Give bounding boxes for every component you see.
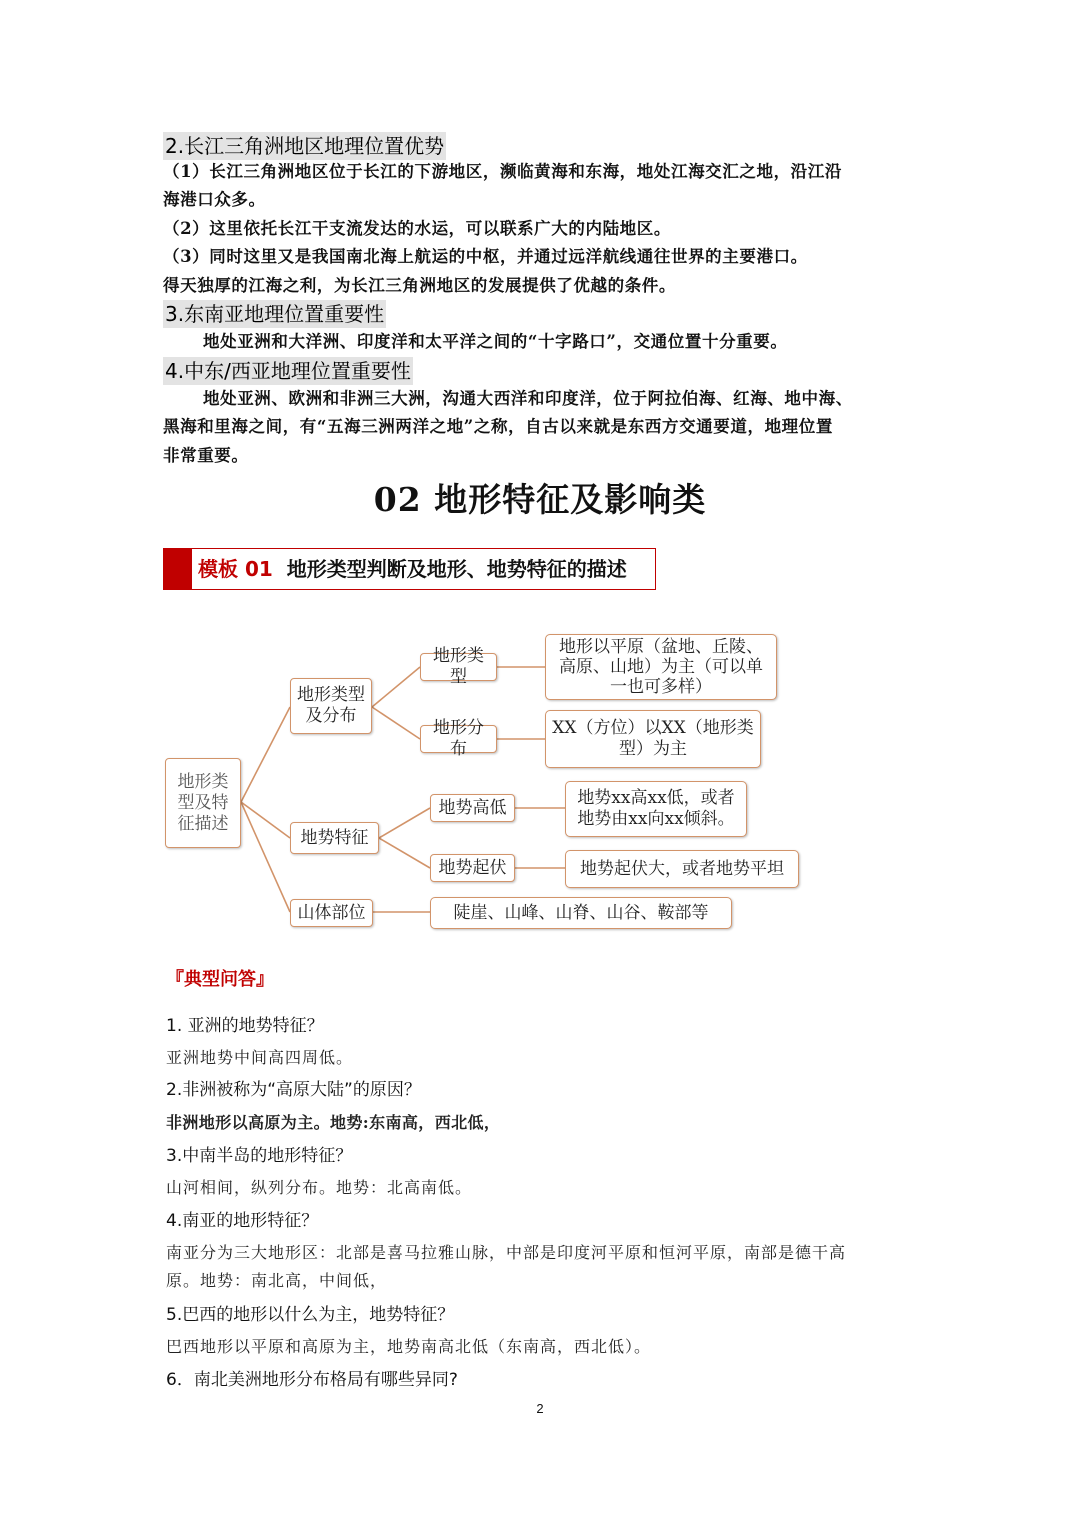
qa-heading: 『典型问答』: [166, 969, 274, 990]
mindmap-leaf-landform-type: 地形以平原（盆地、丘陵、 高原、山地）为主（可以单 一也可多样）: [545, 634, 777, 700]
section-heading: 4.中东/西亚地理位置重要性: [165, 359, 411, 383]
mindmap-leaf-elevation: 地势xx高xx低，或者 地势由xx向xx倾斜。: [565, 781, 747, 837]
banner-title: 地形类型判断及地形、地势特征的描述: [286, 557, 627, 581]
paragraph-line: 海港口众多。: [163, 190, 266, 209]
banner-tag: 模板 01: [198, 557, 273, 581]
question-item: 3.中南半岛的地形特征？: [166, 1146, 353, 1166]
connector-line: [241, 707, 290, 802]
paragraph-line: （1）长江三角洲地区位于长江的下游地区，濒临黄海和东海，地处江海交汇之地，沿江沿: [163, 162, 842, 181]
mindmap-leaf-mountain-parts: 陡崖、山峰、山脊、山谷、鞍部等: [430, 897, 732, 929]
question-item: 2.非洲被称为“高原大陆”的原因？: [166, 1080, 421, 1100]
mindmap-sub-landform-type: 地形类型: [420, 653, 497, 681]
mindmap-root-node: 地形类 型及特 征描述: [165, 758, 241, 848]
connector-line: [379, 808, 430, 838]
question-item: 1. 亚洲的地势特征？: [166, 1016, 324, 1036]
connector-line: [372, 667, 420, 707]
answer-line: 巴西地形以平原和高原为主，地势南高北低（东南高，西北低）。: [166, 1337, 652, 1356]
question-item: 4.南亚的地形特征？: [166, 1211, 319, 1231]
paragraph-line: 地处亚洲和大洋洲、印度洋和太平洋之间的“十字路口”，交通位置十分重要。: [203, 332, 788, 351]
page-number: 2: [536, 1401, 544, 1416]
question-item: 6．南北美洲地形分布格局有哪些异同?: [166, 1370, 458, 1390]
mindmap-branch-mountain-parts: 山体部位: [290, 899, 373, 927]
mindmap-leaf-landform-distribution: XX（方位）以XX（地形类 型）为主: [545, 710, 761, 768]
mindmap-sub-relief: 地势起伏: [430, 854, 515, 882]
paragraph-line: （3）同时这里又是我国南北海上航运的中枢，并通过远洋航线通往世界的主要港口。: [163, 247, 808, 266]
connector-line: [379, 838, 430, 868]
paragraph-line: 非常重要。: [163, 446, 249, 465]
paragraph-line: 地处亚洲、欧洲和非洲三大洲，沟通大西洋和印度洋，位于阿拉伯海、红海、地中海、: [203, 389, 853, 408]
answer-line: 山河相间，纵列分布。地势：北高南低。: [166, 1178, 473, 1197]
paragraph-line: （2）这里依托长江干支流发达的水运，可以联系广大的内陆地区。: [163, 219, 671, 238]
mindmap-sub-landform-distribution: 地形分布: [420, 725, 497, 753]
answer-line: 亚洲地势中间高四周低。: [166, 1048, 354, 1067]
connector-line: [241, 802, 290, 912]
answer-line: 非洲地形以高原为主。地势:东南高，西北低，: [166, 1113, 501, 1132]
answer-line: 原。地势：南北高，中间低，: [166, 1271, 388, 1290]
mindmap-leaf-relief: 地势起伏大，或者地势平坦: [565, 850, 799, 888]
mindmap-sub-elevation: 地势高低: [430, 794, 515, 822]
answer-line: 南亚分为三大地形区：北部是喜马拉雅山脉，中部是印度河平原和恒河平原，南部是德干高: [166, 1243, 847, 1262]
mindmap-branch-terrain-features: 地势特征: [290, 822, 379, 854]
connector-line: [372, 707, 420, 739]
question-item: 5.巴西的地形以什么为主，地势特征？: [166, 1305, 455, 1325]
section-heading: 2.长江三角洲地区地理位置优势: [165, 134, 445, 158]
mindmap-branch-type-distribution: 地形类型 及分布: [290, 678, 372, 734]
section-heading: 3.东南亚地理位置重要性: [165, 302, 385, 326]
paragraph-line: 黑海和里海之间，有“五海三洲两洋之地”之称，自古以来就是东西方交通要道，地理位置: [163, 417, 833, 436]
paragraph-line: 得天独厚的江海之利，为长江三角洲地区的发展提供了优越的条件。: [163, 276, 676, 295]
page-title: 02 地形特征及影响类: [373, 480, 707, 519]
